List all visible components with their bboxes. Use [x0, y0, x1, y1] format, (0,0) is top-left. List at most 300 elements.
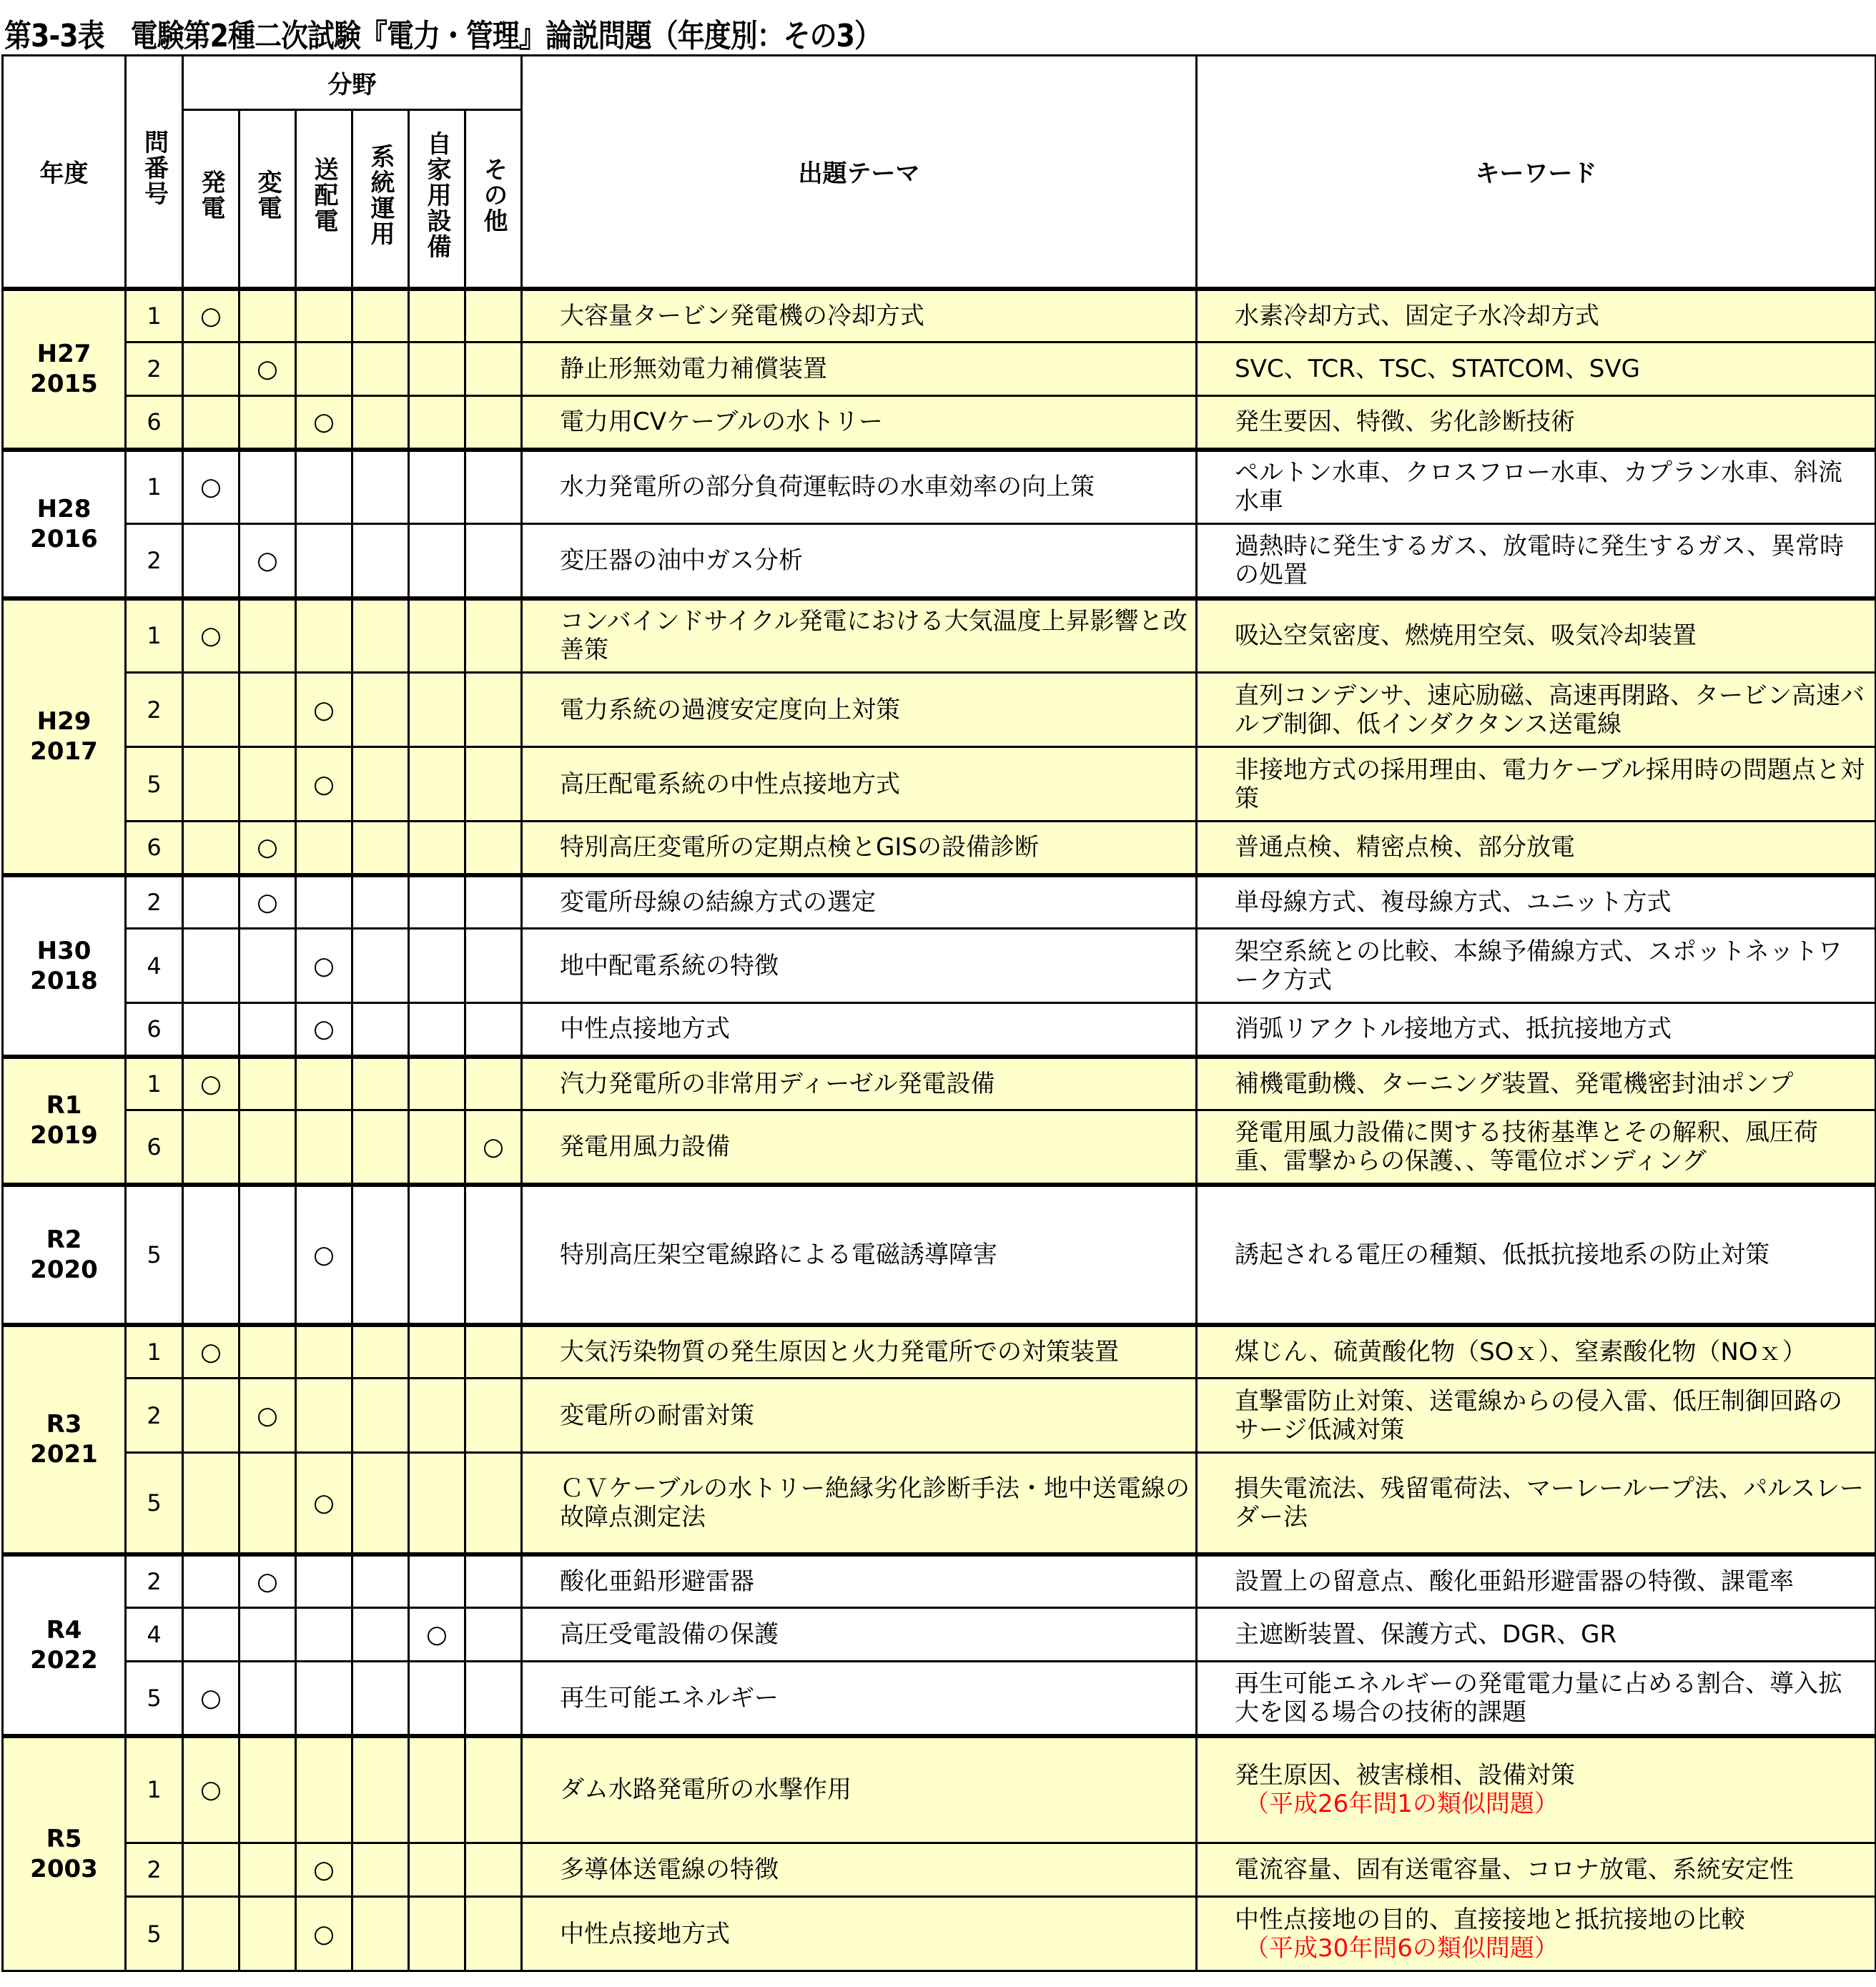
- keywords-cell: [1197, 1897, 1876, 1971]
- field-mark-cell: [183, 1554, 240, 1608]
- field-mark-cell: [296, 1379, 352, 1453]
- field-mark-cell: [240, 1185, 296, 1325]
- field-mark-cell: [409, 1608, 465, 1662]
- theme-cell: 地中配電系統の特徴: [522, 929, 1197, 1003]
- header-question-number-label: 問番号: [139, 129, 169, 207]
- table-row: [3, 747, 1876, 822]
- field-mark-cell: [465, 822, 522, 875]
- question-number: 1: [126, 289, 183, 342]
- field-mark-cell: [465, 929, 522, 1003]
- keywords-text: 電流容量、固有送電容量、コロナ放電、系統安定性: [1235, 1855, 1794, 1884]
- field-mark-cell: [240, 1662, 296, 1736]
- era-label: H27: [36, 340, 92, 368]
- field-mark-cell: [352, 1662, 409, 1736]
- field-mark-cell: [240, 1608, 296, 1662]
- table-row: [3, 1736, 1876, 1843]
- keywords-cell: [1197, 1554, 1876, 1608]
- question-number: 1: [126, 1057, 183, 1110]
- keywords-text: 損失電流法、残留電荷法、マーレーループ法、パルスレーダー法: [1235, 1474, 1864, 1532]
- field-mark-cell: [296, 1185, 352, 1325]
- year-label: 2015: [30, 370, 98, 398]
- keywords-text: 非接地方式の採用理由、電力ケーブル採用時の問題点と対策: [1235, 755, 1865, 813]
- year-cell: [3, 1325, 126, 1554]
- circle-mark-icon: ○: [483, 1132, 504, 1161]
- table-row: [3, 1662, 1876, 1736]
- field-mark-cell: [352, 598, 409, 673]
- field-mark-cell: [240, 929, 296, 1003]
- table-row: [3, 524, 1876, 598]
- keywords-cell: [1197, 1843, 1876, 1897]
- table-row: [3, 1379, 1876, 1453]
- keywords-text: 消弧リアクトル接地方式、抵抗接地方式: [1235, 1015, 1672, 1044]
- header-theme-label: 出題テーマ: [798, 159, 920, 189]
- circle-mark-icon: ○: [426, 1620, 448, 1649]
- header-keywords: [1197, 56, 1876, 289]
- table-row: [3, 673, 1876, 747]
- table-row: [3, 450, 1876, 524]
- field-mark-cell: [296, 1003, 352, 1057]
- field-mark-cell: [183, 673, 240, 747]
- era-label: H30: [36, 936, 92, 965]
- theme-cell: ダム水路発電所の水撃作用: [522, 1736, 1197, 1843]
- field-mark-cell: [465, 1608, 522, 1662]
- question-number: 6: [126, 1110, 183, 1185]
- field-mark-cell: [465, 289, 522, 342]
- field-mark-cell: [183, 1110, 240, 1185]
- year-cell: [3, 1057, 126, 1185]
- year-cell: [3, 1554, 126, 1736]
- keywords-cell: [1197, 1110, 1876, 1185]
- field-mark-cell: [409, 1057, 465, 1110]
- question-number: 5: [126, 1662, 183, 1736]
- keywords-cell: [1197, 1608, 1876, 1662]
- table-row: [3, 598, 1876, 673]
- theme-cell: 高圧受電設備の保護: [522, 1608, 1197, 1662]
- field-mark-cell: [409, 450, 465, 524]
- header-field-group: [183, 56, 522, 110]
- keywords-cell: [1197, 1185, 1876, 1325]
- field-mark-cell: [465, 1897, 522, 1971]
- year-label: 2022: [30, 1645, 98, 1675]
- table-row: [3, 1003, 1876, 1057]
- field-mark-cell: [465, 1379, 522, 1453]
- table-row: [3, 822, 1876, 875]
- circle-mark-icon: ○: [313, 1855, 335, 1884]
- circle-mark-icon: ○: [200, 1069, 222, 1098]
- field-mark-cell: [183, 396, 240, 450]
- header-keywords-label: キーワード: [1475, 159, 1597, 189]
- field-mark-cell: [352, 747, 409, 822]
- question-number: 5: [126, 1897, 183, 1971]
- field-mark-cell: [183, 1662, 240, 1736]
- field-mark-cell: [240, 396, 296, 450]
- field-mark-cell: [465, 1110, 522, 1185]
- year-label: 2021: [30, 1440, 98, 1469]
- header-question-number: [126, 56, 183, 289]
- field-mark-cell: [409, 747, 465, 822]
- keywords-text: 煤じん、硫黄酸化物（SOｘ）、窒素酸化物（NOｘ）: [1235, 1337, 1807, 1366]
- field-mark-cell: [240, 598, 296, 673]
- keywords-cell: [1197, 1662, 1876, 1736]
- circle-mark-icon: ○: [313, 1919, 335, 1948]
- year-cell: [3, 598, 126, 875]
- field-mark-cell: [465, 1057, 522, 1110]
- question-number: 6: [126, 1003, 183, 1057]
- field-mark-cell: [296, 1662, 352, 1736]
- field-mark-cell: [183, 1843, 240, 1897]
- theme-cell: 特別高圧変電所の定期点検とGISの設備診断: [522, 822, 1197, 875]
- keywords-text: 吸込空気密度、燃焼用空気、吸気冷却装置: [1235, 621, 1697, 651]
- keywords-cell: [1197, 673, 1876, 747]
- field-mark-cell: [352, 342, 409, 396]
- header-year: [3, 56, 126, 289]
- era-label: H29: [36, 707, 92, 736]
- header-field-transmission: [296, 110, 352, 289]
- header-field-label: 送配電: [310, 157, 338, 235]
- field-mark-cell: [183, 342, 240, 396]
- theme-cell: 静止形無効電力補償装置: [522, 342, 1197, 396]
- field-mark-cell: [352, 524, 409, 598]
- keywords-text: 直列コンデンサ、速応励磁、高速再閉路、タービン高速バルブ制御、低インダクタンス送電線: [1235, 681, 1865, 739]
- keywords-text: 架空系統との比較、本線予備線方式、スポットネットワーク方式: [1235, 937, 1842, 995]
- keywords-cell: [1197, 289, 1876, 342]
- circle-mark-icon: ○: [313, 1015, 335, 1044]
- keywords-text: 水素冷却方式、固定子水冷却方式: [1235, 301, 1600, 330]
- theme-cell: 変電所母線の結線方式の選定: [522, 875, 1197, 929]
- table-row: [3, 875, 1876, 929]
- field-mark-cell: [183, 1379, 240, 1453]
- theme-cell: 中性点接地方式: [522, 1897, 1197, 1971]
- circle-mark-icon: ○: [313, 408, 335, 437]
- keywords-text: 発生要因、特徴、劣化診断技術: [1235, 408, 1576, 437]
- keywords-cell: [1197, 1379, 1876, 1453]
- field-mark-cell: [352, 875, 409, 929]
- era-label: R5: [46, 1824, 82, 1853]
- keywords-cell: [1197, 598, 1876, 673]
- exam-topics-table: [1, 54, 1876, 1972]
- field-mark-cell: [240, 1110, 296, 1185]
- field-mark-cell: [240, 1453, 296, 1554]
- question-number: 1: [126, 1325, 183, 1379]
- field-mark-cell: [465, 1843, 522, 1897]
- table-row: [3, 929, 1876, 1003]
- field-mark-cell: [409, 1325, 465, 1379]
- theme-cell: 大気汚染物質の発生原因と火力発電所での対策装置: [522, 1325, 1197, 1379]
- circle-mark-icon: ○: [200, 301, 222, 330]
- field-mark-cell: [409, 289, 465, 342]
- year-label: 2019: [30, 1121, 98, 1150]
- theme-cell: 多導体送電線の特徴: [522, 1843, 1197, 1897]
- table-row: [3, 396, 1876, 450]
- header-field-other: [465, 110, 522, 289]
- question-number: 1: [126, 1736, 183, 1843]
- year-cell: [3, 450, 126, 598]
- keywords-text: 過熱時に発生するガス、放電時に発生するガス、異常時の処置: [1235, 531, 1845, 589]
- field-mark-cell: [296, 342, 352, 396]
- circle-mark-icon: ○: [200, 621, 222, 651]
- field-mark-cell: [296, 1057, 352, 1110]
- year-label: 2003: [30, 1854, 98, 1883]
- field-mark-cell: [296, 822, 352, 875]
- era-label: R4: [46, 1615, 82, 1645]
- field-mark-cell: [240, 1554, 296, 1608]
- field-mark-cell: [183, 289, 240, 342]
- keywords-cell: [1197, 822, 1876, 875]
- table-row: [3, 1185, 1876, 1325]
- field-mark-cell: [409, 1554, 465, 1608]
- era-label: R1: [46, 1091, 82, 1120]
- year-cell: [3, 1185, 126, 1325]
- circle-mark-icon: ○: [257, 546, 278, 575]
- circle-mark-icon: ○: [313, 951, 335, 980]
- table-row: [3, 1057, 1876, 1110]
- field-mark-cell: [409, 1843, 465, 1897]
- theme-cell: 中性点接地方式: [522, 1003, 1197, 1057]
- question-number: 2: [126, 524, 183, 598]
- field-mark-cell: [409, 1379, 465, 1453]
- field-mark-cell: [296, 396, 352, 450]
- field-mark-cell: [465, 1185, 522, 1325]
- question-number: 6: [126, 822, 183, 875]
- field-mark-cell: [409, 1110, 465, 1185]
- keywords-text: 補機電動機、ターニング装置、発電機密封油ポンプ: [1235, 1069, 1794, 1098]
- question-number: 1: [126, 450, 183, 524]
- field-mark-cell: [465, 450, 522, 524]
- keywords-cell: [1197, 342, 1876, 396]
- field-mark-cell: [183, 1736, 240, 1843]
- field-mark-cell: [183, 1057, 240, 1110]
- table-title: 第3-3表 電験第2種二次試験『電力・管理』論説問題（年度別：その3）: [4, 18, 882, 54]
- keywords-text: SVC、TCR、TSC、STATCOM、SVG: [1235, 355, 1640, 383]
- field-mark-cell: [296, 1110, 352, 1185]
- theme-cell: 酸化亜鉛形避雷器: [522, 1554, 1197, 1608]
- field-mark-cell: [465, 1554, 522, 1608]
- field-mark-cell: [183, 1897, 240, 1971]
- circle-mark-icon: ○: [313, 769, 335, 799]
- field-mark-cell: [409, 1662, 465, 1736]
- circle-mark-icon: ○: [200, 1683, 222, 1712]
- field-mark-cell: [296, 1608, 352, 1662]
- field-mark-cell: [465, 598, 522, 673]
- keywords-text: 発電用風力設備に関する技術基準とその解釈、風圧荷重、雷撃からの保護、、等電位ボンディング: [1235, 1118, 1819, 1175]
- question-number: 2: [126, 673, 183, 747]
- field-mark-cell: [240, 875, 296, 929]
- field-mark-cell: [352, 289, 409, 342]
- field-mark-cell: [240, 1379, 296, 1453]
- field-mark-cell: [352, 1003, 409, 1057]
- field-mark-cell: [183, 747, 240, 822]
- era-label: R2: [46, 1225, 82, 1254]
- question-number: 2: [126, 342, 183, 396]
- keywords-text: 再生可能エネルギーの発電電力量に占める割合、導入拡大を図る場合の技術的課題: [1235, 1669, 1843, 1727]
- keywords-cell: [1197, 875, 1876, 929]
- field-mark-cell: [352, 1554, 409, 1608]
- year-label: 2016: [30, 524, 98, 553]
- theme-cell: 大容量タービン発電機の冷却方式: [522, 289, 1197, 342]
- table-row: [3, 1325, 1876, 1379]
- field-mark-cell: [409, 342, 465, 396]
- field-mark-cell: [352, 1608, 409, 1662]
- header-field-label: 自家用設備: [423, 131, 451, 260]
- keywords-cell: [1197, 450, 1876, 524]
- field-mark-cell: [352, 1057, 409, 1110]
- circle-mark-icon: ○: [200, 473, 222, 502]
- field-mark-cell: [409, 1453, 465, 1554]
- field-mark-cell: [296, 1453, 352, 1554]
- header-field-system-operation: [352, 110, 409, 289]
- field-mark-cell: [183, 1003, 240, 1057]
- field-mark-cell: [183, 875, 240, 929]
- header-field-private-equipment: [409, 110, 465, 289]
- circle-mark-icon: ○: [257, 1567, 278, 1596]
- theme-cell: 変電所の耐雷対策: [522, 1379, 1197, 1453]
- header-field-label: 系統運用: [366, 144, 395, 247]
- field-mark-cell: [296, 929, 352, 1003]
- theme-cell: ＣＶケーブルの水トリー絶縁劣化診断手法・地中送電線の故障点測定法: [522, 1453, 1197, 1554]
- header-field-label: その他: [479, 157, 508, 235]
- field-mark-cell: [352, 929, 409, 1003]
- field-mark-cell: [352, 450, 409, 524]
- keywords-text: 中性点接地の目的、直接接地と抵抗接地の比較: [1235, 1905, 1746, 1934]
- header-field-group-label: 分野: [327, 71, 377, 99]
- field-mark-cell: [465, 1662, 522, 1736]
- field-mark-cell: [465, 747, 522, 822]
- field-mark-cell: [183, 598, 240, 673]
- field-mark-cell: [296, 1554, 352, 1608]
- circle-mark-icon: ○: [200, 1775, 222, 1805]
- table-header: [3, 56, 1876, 289]
- circle-mark-icon: ○: [257, 887, 278, 917]
- header-field-label: 変電: [253, 169, 282, 222]
- similar-question-note: （平成26年問1の類似問題）: [1245, 1790, 1559, 1819]
- field-mark-cell: [183, 1325, 240, 1379]
- field-mark-cell: [409, 1736, 465, 1843]
- field-mark-cell: [465, 342, 522, 396]
- keywords-text: 単母線方式、複母線方式、ユニット方式: [1235, 887, 1672, 917]
- theme-cell: 電力用CVケーブルの水トリー: [522, 396, 1197, 450]
- theme-cell: 再生可能エネルギー: [522, 1662, 1197, 1736]
- circle-mark-icon: ○: [313, 1488, 335, 1517]
- field-mark-cell: [296, 289, 352, 342]
- field-mark-cell: [352, 1110, 409, 1185]
- field-mark-cell: [409, 1897, 465, 1971]
- field-mark-cell: [352, 1379, 409, 1453]
- field-mark-cell: [409, 396, 465, 450]
- keywords-text: 普通点検、精密点検、部分放電: [1235, 833, 1576, 862]
- keywords-cell: [1197, 1736, 1876, 1843]
- field-mark-cell: [240, 1057, 296, 1110]
- question-number: 5: [126, 1453, 183, 1554]
- field-mark-cell: [183, 1608, 240, 1662]
- field-mark-cell: [240, 1736, 296, 1843]
- theme-cell: 電力系統の過渡安定度向上対策: [522, 673, 1197, 747]
- question-number: 6: [126, 396, 183, 450]
- keywords-cell: [1197, 1057, 1876, 1110]
- field-mark-cell: [296, 673, 352, 747]
- year-label: 2020: [30, 1255, 98, 1284]
- field-mark-cell: [352, 822, 409, 875]
- question-number: 1: [126, 598, 183, 673]
- year-label: 2018: [30, 966, 98, 995]
- theme-cell: 水力発電所の部分負荷運転時の水車効率の向上策: [522, 450, 1197, 524]
- keywords-text: 誘起される電圧の種類、低抵抗接地系の防止対策: [1235, 1240, 1770, 1269]
- field-mark-cell: [296, 875, 352, 929]
- field-mark-cell: [352, 1897, 409, 1971]
- table-row: [3, 1843, 1876, 1897]
- question-number: 5: [126, 747, 183, 822]
- field-mark-cell: [183, 1185, 240, 1325]
- field-mark-cell: [240, 1897, 296, 1971]
- keywords-text: ペルトン水車、クロスフロー水車、カプラン水車、斜流水車: [1235, 458, 1843, 516]
- question-number: 2: [126, 1379, 183, 1453]
- field-mark-cell: [183, 524, 240, 598]
- header-year-label: 年度: [39, 159, 89, 189]
- field-mark-cell: [240, 342, 296, 396]
- field-mark-cell: [465, 1325, 522, 1379]
- question-number: 2: [126, 1554, 183, 1608]
- field-mark-cell: [240, 1003, 296, 1057]
- field-mark-cell: [296, 1736, 352, 1843]
- circle-mark-icon: ○: [313, 1240, 335, 1269]
- question-number: 2: [126, 1843, 183, 1897]
- field-mark-cell: [296, 1325, 352, 1379]
- theme-cell: 特別高圧架空電線路による電磁誘導障害: [522, 1185, 1197, 1325]
- question-number: 4: [126, 929, 183, 1003]
- theme-cell: 高圧配電系統の中性点接地方式: [522, 747, 1197, 822]
- field-mark-cell: [352, 673, 409, 747]
- circle-mark-icon: ○: [200, 1337, 222, 1366]
- year-cell: [3, 1736, 126, 1971]
- field-mark-cell: [183, 450, 240, 524]
- field-mark-cell: [352, 1325, 409, 1379]
- era-label: H28: [36, 494, 92, 523]
- question-number: 5: [126, 1185, 183, 1325]
- field-mark-cell: [352, 1736, 409, 1843]
- field-mark-cell: [296, 598, 352, 673]
- field-mark-cell: [409, 598, 465, 673]
- keywords-cell: [1197, 1325, 1876, 1379]
- field-mark-cell: [240, 822, 296, 875]
- header-field-generation: [183, 110, 240, 289]
- field-mark-cell: [409, 1003, 465, 1057]
- field-mark-cell: [352, 1453, 409, 1554]
- field-mark-cell: [465, 673, 522, 747]
- field-mark-cell: [240, 450, 296, 524]
- keywords-cell: [1197, 1003, 1876, 1057]
- year-cell: [3, 875, 126, 1057]
- theme-cell: 変圧器の油中ガス分析: [522, 524, 1197, 598]
- field-mark-cell: [465, 875, 522, 929]
- header-theme: [522, 56, 1197, 289]
- field-mark-cell: [183, 822, 240, 875]
- header-field-substation: [240, 110, 296, 289]
- circle-mark-icon: ○: [257, 833, 278, 862]
- keywords-cell: [1197, 1453, 1876, 1554]
- keywords-text: 設置上の留意点、酸化亜鉛形避雷器の特徴、課電率: [1235, 1567, 1794, 1596]
- field-mark-cell: [465, 396, 522, 450]
- table-row: [3, 1110, 1876, 1185]
- keywords-cell: [1197, 524, 1876, 598]
- theme-cell: 発電用風力設備: [522, 1110, 1197, 1185]
- field-mark-cell: [240, 1325, 296, 1379]
- table-row: [3, 289, 1876, 342]
- keywords-cell: [1197, 929, 1876, 1003]
- table-body: [3, 289, 1876, 1971]
- keywords-cell: [1197, 747, 1876, 822]
- question-number: 4: [126, 1608, 183, 1662]
- header-field-label: 発電: [197, 169, 225, 222]
- era-label: R3: [46, 1410, 82, 1439]
